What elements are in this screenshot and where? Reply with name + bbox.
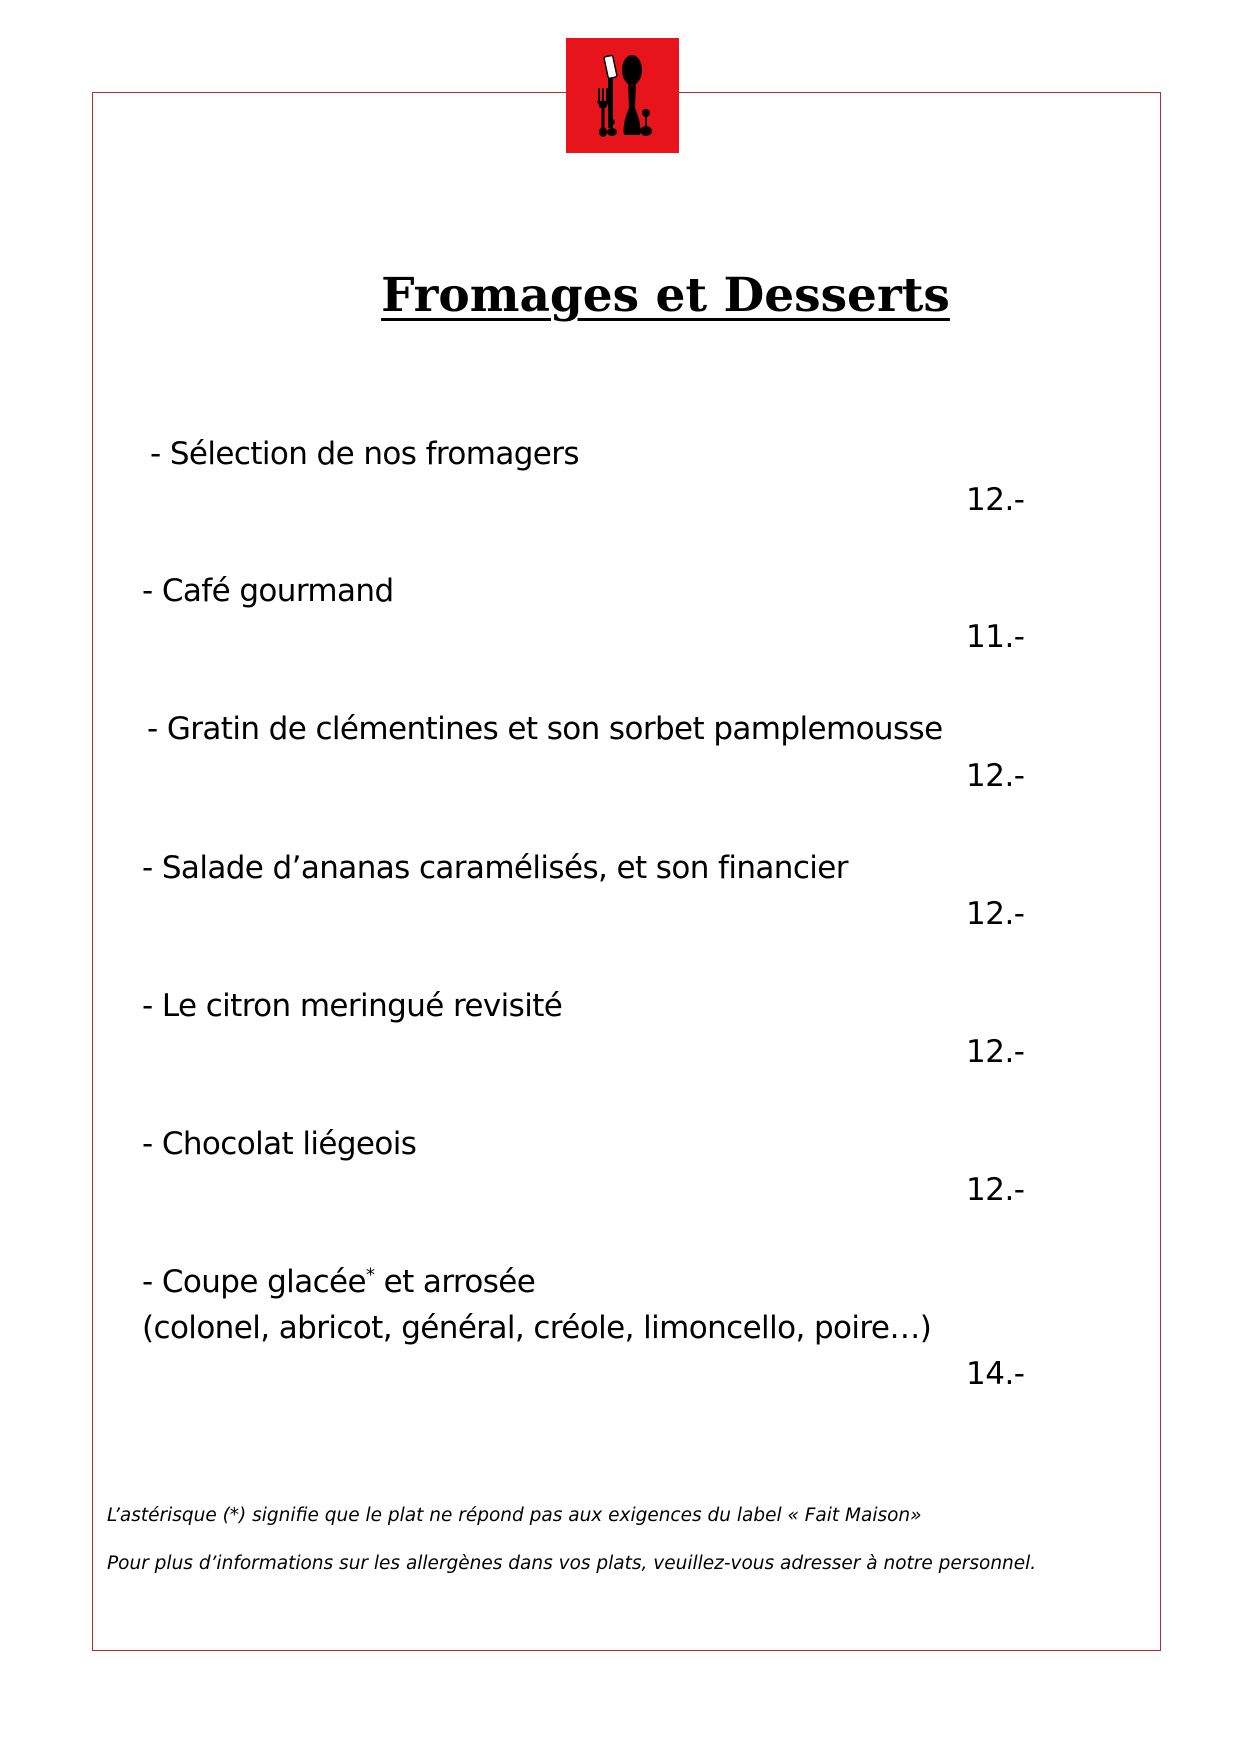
menu-item-name-part: - Coupe glacée <box>142 1264 366 1300</box>
menu-item-price: 12.- <box>966 482 1025 518</box>
menu-item-description: (colonel, abricot, général, créole, limoncello, poire…) <box>142 1310 932 1346</box>
restaurant-logo <box>566 38 679 153</box>
asterisk-footnote: L’astérisque (*) signifie que le plat ne répond pas aux exigences du label « Fait Maison» <box>107 1505 922 1526</box>
menu-item-name: - Chocolat liégeois <box>142 1126 417 1162</box>
asterisk-marker: * <box>365 1264 375 1286</box>
page-title: Fromages et Desserts <box>381 268 950 323</box>
menu-item-price: 12.- <box>966 1172 1025 1208</box>
menu-item-name: - Le citron meringué revisité <box>142 988 563 1024</box>
menu-item-price: 14.- <box>966 1356 1025 1392</box>
menu-item-price: 12.- <box>966 896 1025 932</box>
menu-item-name-part: et arrosée <box>374 1264 536 1300</box>
menu-item-price: 12.- <box>966 758 1025 794</box>
allergen-footnote: Pour plus d’informations sur les allergènes dans vos plats, veuillez-vous adresser à notre personnel. <box>107 1553 1037 1574</box>
cutlery-icon <box>566 38 679 153</box>
menu-item-price: 11.- <box>966 619 1025 655</box>
menu-item-name: - Sélection de nos fromagers <box>150 436 579 472</box>
menu-item-name: - Gratin de clémentines et son sorbet pamplemousse <box>147 711 943 747</box>
menu-item-name <box>142 1262 535 1302</box>
menu-item-name: - Salade d’ananas caramélisés, et son financier <box>142 850 848 886</box>
menu-item-price: 12.- <box>966 1034 1025 1070</box>
menu-item-name: - Café gourmand <box>142 573 394 609</box>
